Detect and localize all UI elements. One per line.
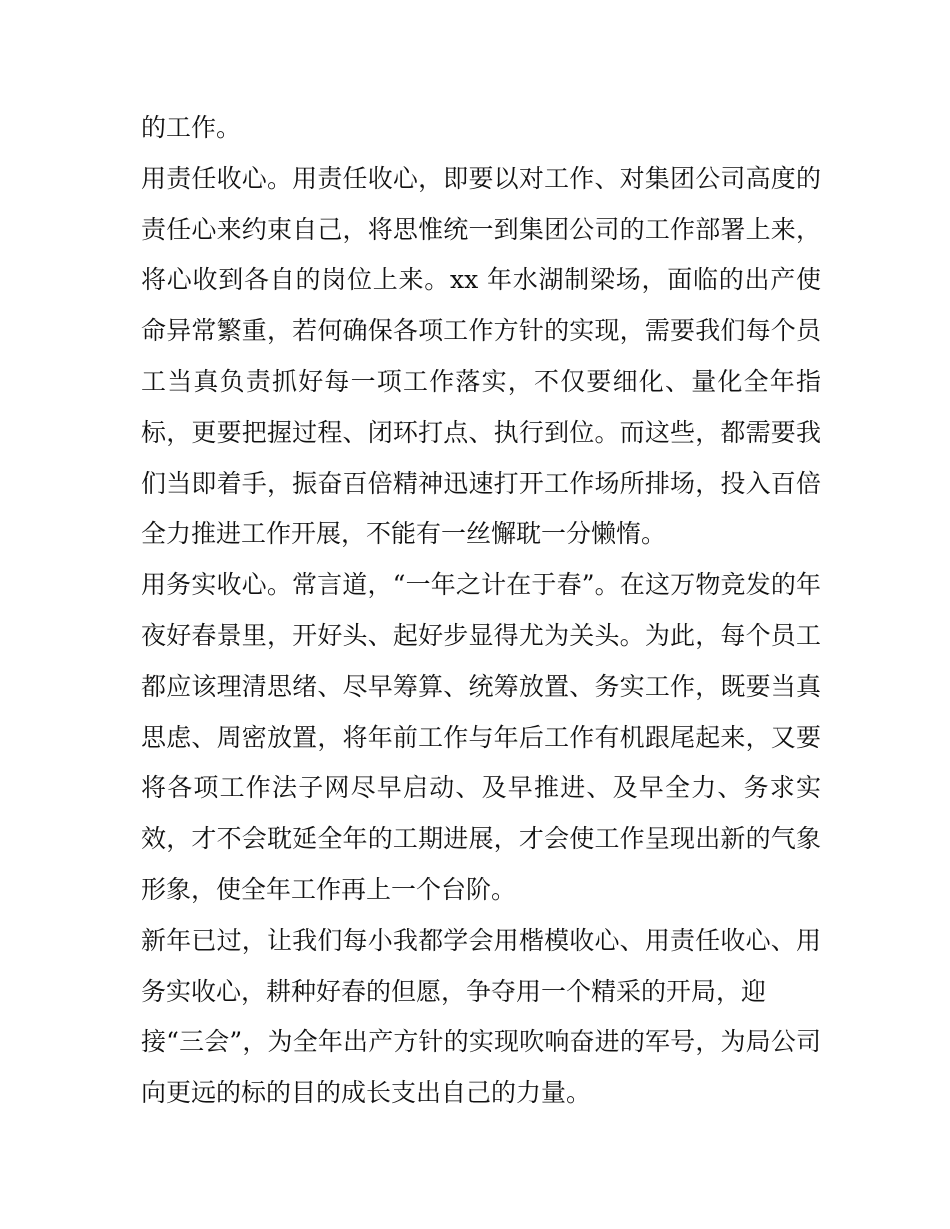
- paragraph-line: 用务实收心。常言道，“一年之计在于春”。在这万物竞发的年: [141, 570, 821, 600]
- paragraph-line: 命异常繁重，若何确保各项工作方针的实现，需要我们每个员: [141, 316, 821, 346]
- paragraph-line: 效，才不会耽延全年的工期进展，才会使工作呈现出新的气象: [141, 824, 821, 854]
- paragraph-line: 将各项工作法子网尽早启动、及早推进、及早全力、务求实: [141, 773, 821, 803]
- paragraph-line: 新年已过，让我们每小我都学会用楷模收心、用责任收心、用: [141, 925, 821, 955]
- paragraph-line: 全力推进工作开展，不能有一丝懈耽一分懒惰。: [141, 519, 667, 549]
- paragraph-line: 都应该理清思绪、尽早筹算、统筹放置、务实工作，既要当真: [141, 671, 821, 701]
- paragraph-line: 务实收心，耕种好春的但愿，争夺用一个精采的开局，迎: [141, 976, 767, 1006]
- paragraph-line: 标，更要把握过程、闭环打点、执行到位。而这些，都需要我: [141, 417, 821, 447]
- paragraph-line: 夜好春景里，开好头、起好步显得尤为关头。为此，每个员工: [141, 620, 821, 650]
- paragraph-line: 用责任收心。用责任收心，即要以对工作、对集团公司高度的: [141, 163, 821, 193]
- paragraph-line: 责任心来约束自己，将思惟统一到集团公司的工作部署上来，: [141, 214, 821, 244]
- paragraph-line: 工当真负责抓好每一项工作落实，不仅要细化、量化全年指: [141, 366, 821, 396]
- paragraph-line: 们当即着手，振奋百倍精神迅速打开工作场所排场，投入百倍: [141, 468, 821, 498]
- paragraph-line: 接“三会”，为全年出产方针的实现吹响奋进的军号，为局公司: [141, 1027, 821, 1057]
- paragraph-line: 向更远的标的目的成长支出自己的力量。: [141, 1078, 592, 1108]
- document-body: [141, 103, 821, 1119]
- paragraph-line: 的工作。: [141, 113, 242, 142]
- paragraph-line: 将心收到各自的岗位上来。xx 年水湖制梁场，面临的出产使: [141, 265, 821, 295]
- paragraph-line: 形象，使全年工作再上一个台阶。: [141, 874, 517, 904]
- paragraph-line: 思虑、周密放置，将年前工作与年后工作有机跟尾起来，又要: [141, 722, 821, 752]
